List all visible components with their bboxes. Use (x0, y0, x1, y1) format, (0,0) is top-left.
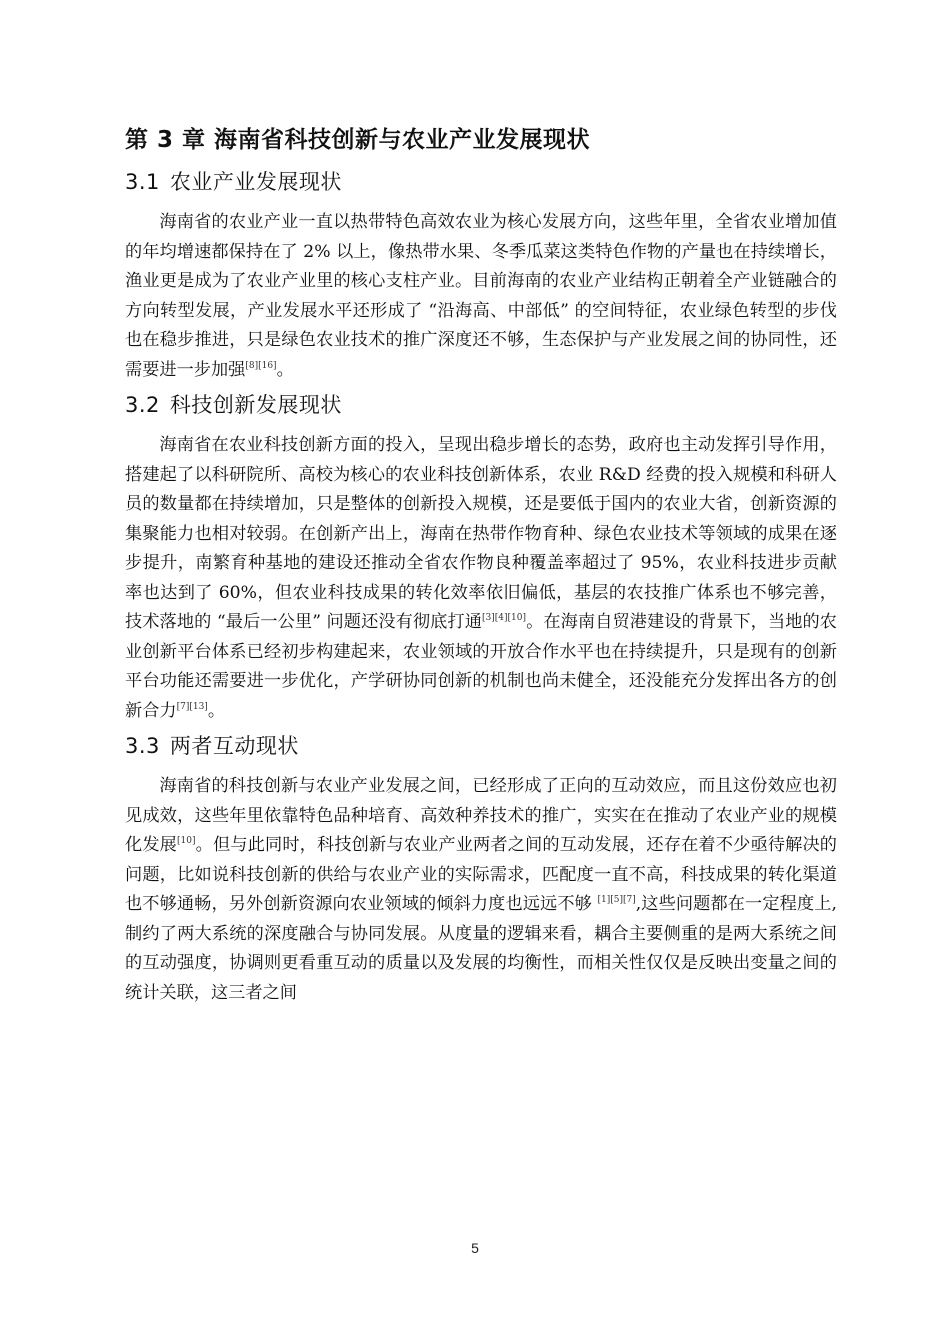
citation-ref[interactable]: [8][16] (245, 360, 277, 371)
citation-ref[interactable]: [7][13] (176, 701, 208, 712)
section-title: 农业产业发展现状 (169, 170, 342, 194)
section-heading-3-3 (125, 726, 837, 766)
section-title: 科技创新发展现状 (169, 393, 342, 417)
section-paragraph-3-3 (125, 772, 837, 1008)
paragraph-text: 。在海南自贸港建设的背景下，当地的农业创新平台体系已经初步构建起来，农业领域的开放合作水平也在持续提升，只是现有的创新平台功能还需要进一步优化，产学研协同创新的机制也尚未健全，还没能充分发挥出各方的创新合力 (125, 612, 837, 721)
paragraph-tail: 。 (276, 359, 294, 380)
paragraph-tail: 。 (207, 700, 226, 721)
page-number: 5 (471, 1240, 479, 1256)
paragraph-text: 。但与此同时，科技创新与农业产业两者之间的互动发展，还存在着不少亟待解决的问题，比如说科技创新的供给与农业产业的实际需求，匹配度一直不高，科技成果的转化渠道也不够通畅，另外创新资源向农业领域的倾斜力度也远远不够 (125, 835, 837, 914)
section-number: 3.2 (125, 393, 160, 417)
paragraph-text: ,这些问题都在一定程度上,制约了两大系统的深度融合与协同发展。从度量的逻辑来看，耦合主要侧重的是两大系统之间的互动强度，协调则更看重互动的质量以及发展的均衡性，而相关性仅仅是反映出变量之间的统计关联，这三者之间 (125, 894, 837, 1003)
section-heading-3-1 (125, 162, 837, 202)
page-content (125, 118, 837, 1008)
section-number: 3.1 (125, 170, 160, 194)
section-number: 3.3 (125, 734, 160, 758)
citation-ref[interactable]: [3][4][10] (482, 613, 526, 623)
citation-ref[interactable]: [1][5][7] (597, 895, 636, 905)
section-paragraph-3-2 (125, 431, 837, 726)
citation-ref[interactable]: [10] (177, 836, 196, 846)
section-paragraph-3-1 (125, 208, 837, 385)
paragraph-text: 海南省的农业产业一直以热带特色高效农业为核心发展方向，这些年里，全省农业增加值的年均增速都保持在了 2% 以上，像热带水果、冬季瓜菜这类特色作物的产量也在持续增长，渔业更是成为了农业产业里的核心支柱产业。目前海南的农业产业结构正朝着全产业链融合的方向转型发展，产业发展水平还形成了 “沿海高、中部低” 的空间特征，农业绿色转型的步伐也在稳步推进，只是绿色农业技术的推广深度还不够，生态保护与产业发展之间的协同性，还需要进一步加强 (125, 212, 837, 380)
section-heading-3-2 (125, 385, 837, 425)
chapter-title: 第 3 章 海南省科技创新与农业产业发展现状 (125, 127, 591, 153)
paragraph-text: 海南省的科技创新与农业产业发展之间，已经形成了正向的互动效应，而且这份效应也初见成效，这些年里依靠特色品种培育、高效种养技术的推广，实实在在推动了农业产业的规模化发展 (125, 776, 837, 855)
section-title: 两者互动现状 (169, 734, 299, 758)
paragraph-text: 海南省在农业科技创新方面的投入，呈现出稳步增长的态势，政府也主动发挥引导作用，搭建起了以科研院所、高校为核心的农业科技创新体系，农业 R&D 经费的投入规模和科研人员的数量都在持续增加，只是整体的创新投入规模，还是要低于国内的农业大省，创新资源的集聚能力也相对较弱。在创新产出上，海南在热带作物育种、绿色农业技术等领域的成果在逐步提升，南繁育种基地的建设还推动全省农作物良种覆盖率超过了 95%，农业科技进步贡献率也达到了 60%，但农业科技成果的转化效率依旧偏低，基层的农技推广体系也不够完善，技术落地的 “最后一公里” 问题还没有彻底打通 (125, 435, 837, 632)
